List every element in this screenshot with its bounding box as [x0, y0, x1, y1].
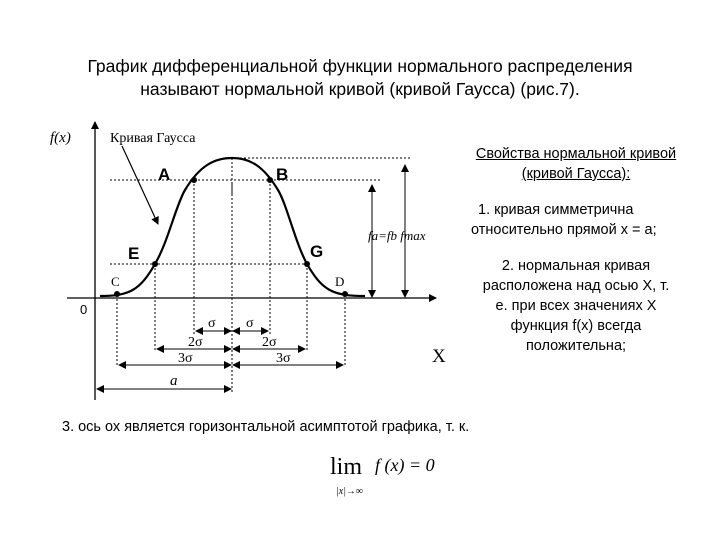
- formula-subscript: |x|→∞: [336, 486, 364, 497]
- title-line-1: График дифференциальной функции нормального распределения: [87, 56, 633, 76]
- 2sigma-left-label: 2σ: [188, 335, 203, 350]
- x-axis-label: X: [432, 346, 446, 367]
- sigma-left-label: σ: [208, 316, 216, 331]
- point-e-label: E: [128, 244, 140, 263]
- property-2-line-5: положительна;: [525, 338, 627, 354]
- point-b-label: B: [276, 165, 289, 184]
- curve-caption: Кривая Гаусса: [110, 131, 196, 146]
- point-a-label: A: [158, 165, 171, 184]
- property-2-line-4: функция f(x) всегда: [510, 318, 642, 334]
- point-g-dot: [304, 261, 310, 267]
- properties-heading-2: (кривой Гаусса):: [521, 166, 631, 182]
- property-2-line-2: расположена над осью Х, т.: [482, 278, 670, 294]
- point-a-dot: [191, 177, 197, 183]
- property-2-line-3: е. при всех значениях Х: [495, 298, 657, 314]
- 3sigma-right-label: 3σ: [276, 351, 291, 366]
- point-g-label: G: [310, 242, 324, 261]
- point-c-dot: [114, 291, 120, 297]
- origin-label: 0: [80, 302, 88, 317]
- caption-pointer: [122, 146, 158, 224]
- a-label: a: [170, 373, 178, 389]
- property-1-line-2: относительно прямой х = а;: [471, 222, 657, 238]
- properties-heading-1: Свойства нормальной кривой: [475, 146, 677, 162]
- property-3-text: 3. ось ох является горизонтальной асимптотой графика, т. к.: [62, 419, 470, 435]
- property-2-line-1: 2. нормальная кривая: [501, 258, 651, 274]
- formula-expr: f (x) = 0: [375, 455, 435, 475]
- 3sigma-left-label: 3σ: [178, 351, 193, 366]
- point-d-label: D: [335, 274, 345, 289]
- point-e-dot: [152, 261, 158, 267]
- point-c-label: C: [111, 274, 120, 289]
- property-1-line-1: 1. кривая симметрична: [478, 202, 634, 218]
- fmax-label: fa=fb fmax: [368, 228, 426, 243]
- 2sigma-right-label: 2σ: [262, 335, 277, 350]
- y-axis-label: f(x): [50, 130, 71, 146]
- point-b-dot: [267, 177, 273, 183]
- formula-lim: lim: [330, 454, 363, 480]
- sigma-right-label: σ: [246, 316, 254, 331]
- properties-panel: [440, 144, 712, 356]
- point-d-dot: [342, 291, 348, 297]
- title-line-2: называют нормальной кривой (кривой Гаусса) (рис.7).: [140, 79, 580, 99]
